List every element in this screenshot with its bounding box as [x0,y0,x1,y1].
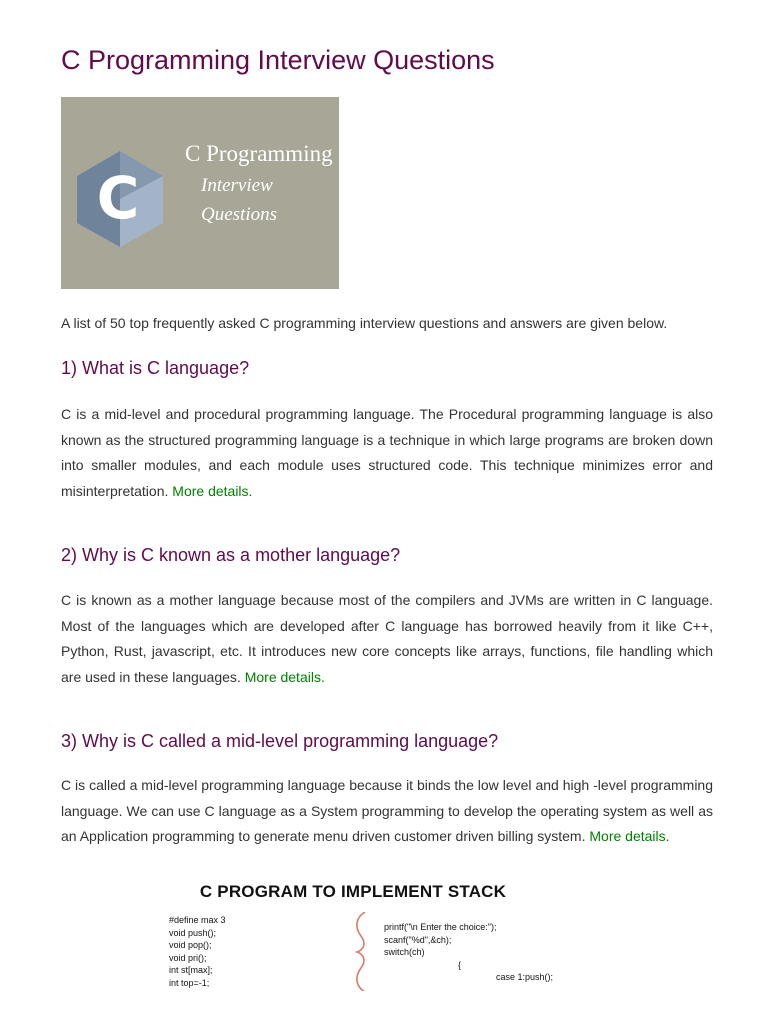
code-line: int top=-1; [169,977,210,988]
code-left-column [169,914,226,990]
answer-text: C is known as a mother language because most of the compilers and JVMs are written in C language. Most of the languages which are developed after C language has borrowed heavily from it like C++, Python, Rust, javascript, etc. It introduces new core concepts like arrays, functions, file handling which are used in these languages. [61,592,713,686]
code-line: int st[max]; [169,965,213,976]
hero-subtitle-2: Questions [201,204,277,225]
code-line: void push(); [169,927,217,938]
question-2-heading: 2) Why is C known as a mother language? [61,545,401,565]
more-details-link[interactable]: More details. [244,669,325,686]
answer-text: C is a mid-level and procedural programming language. The Procedural programming language is also known as the structured programming language is a technique in which large programs are broken down into smaller modules, and each module uses structured code. This technique minimizes error and misinterpretation. [61,406,713,500]
stack-program-image [143,876,563,991]
curly-brace-icon [351,912,373,991]
code-line: case 1:push(); [496,972,554,983]
code-line: void pri(); [169,952,207,963]
hero-image [61,97,339,289]
more-details-link[interactable]: More details. [172,483,253,500]
intro-text: A list of 50 top frequently asked C programming interview questions and answers are given below. [61,315,668,331]
code-line: #define max 3 [169,915,226,925]
hero-title: C Programming [185,141,333,166]
question-3-heading: 3) Why is C called a mid-level programming language? [61,731,499,751]
code-image-title: C PROGRAM TO IMPLEMENT STACK [199,882,507,901]
code-line: { [458,959,462,970]
question-1-answer [61,402,713,505]
code-line: scanf("%d",&ch); [384,934,452,945]
logo-letter: C [96,164,140,232]
question-1-heading: 1) What is C language? [61,358,250,378]
code-line: switch(ch) [384,947,425,958]
question-2-answer [61,588,713,691]
page-title: C Programming Interview Questions [61,45,495,75]
hero-subtitle-1: Interview [201,175,273,196]
c-logo-icon [75,149,165,249]
code-line: void pop(); [169,940,212,951]
code-line: printf("\n Enter the choice:"); [384,922,497,932]
more-details-link[interactable]: More details. [589,828,670,845]
answer-text: C is called a mid-level programming language because it binds the low level and high -level programming language. We can use C language as a System programming to develop the operating system as well as an Application programming to generate menu driven customer driven billing system. [61,777,713,845]
code-right-column [384,921,553,984]
question-3-answer [61,773,713,850]
